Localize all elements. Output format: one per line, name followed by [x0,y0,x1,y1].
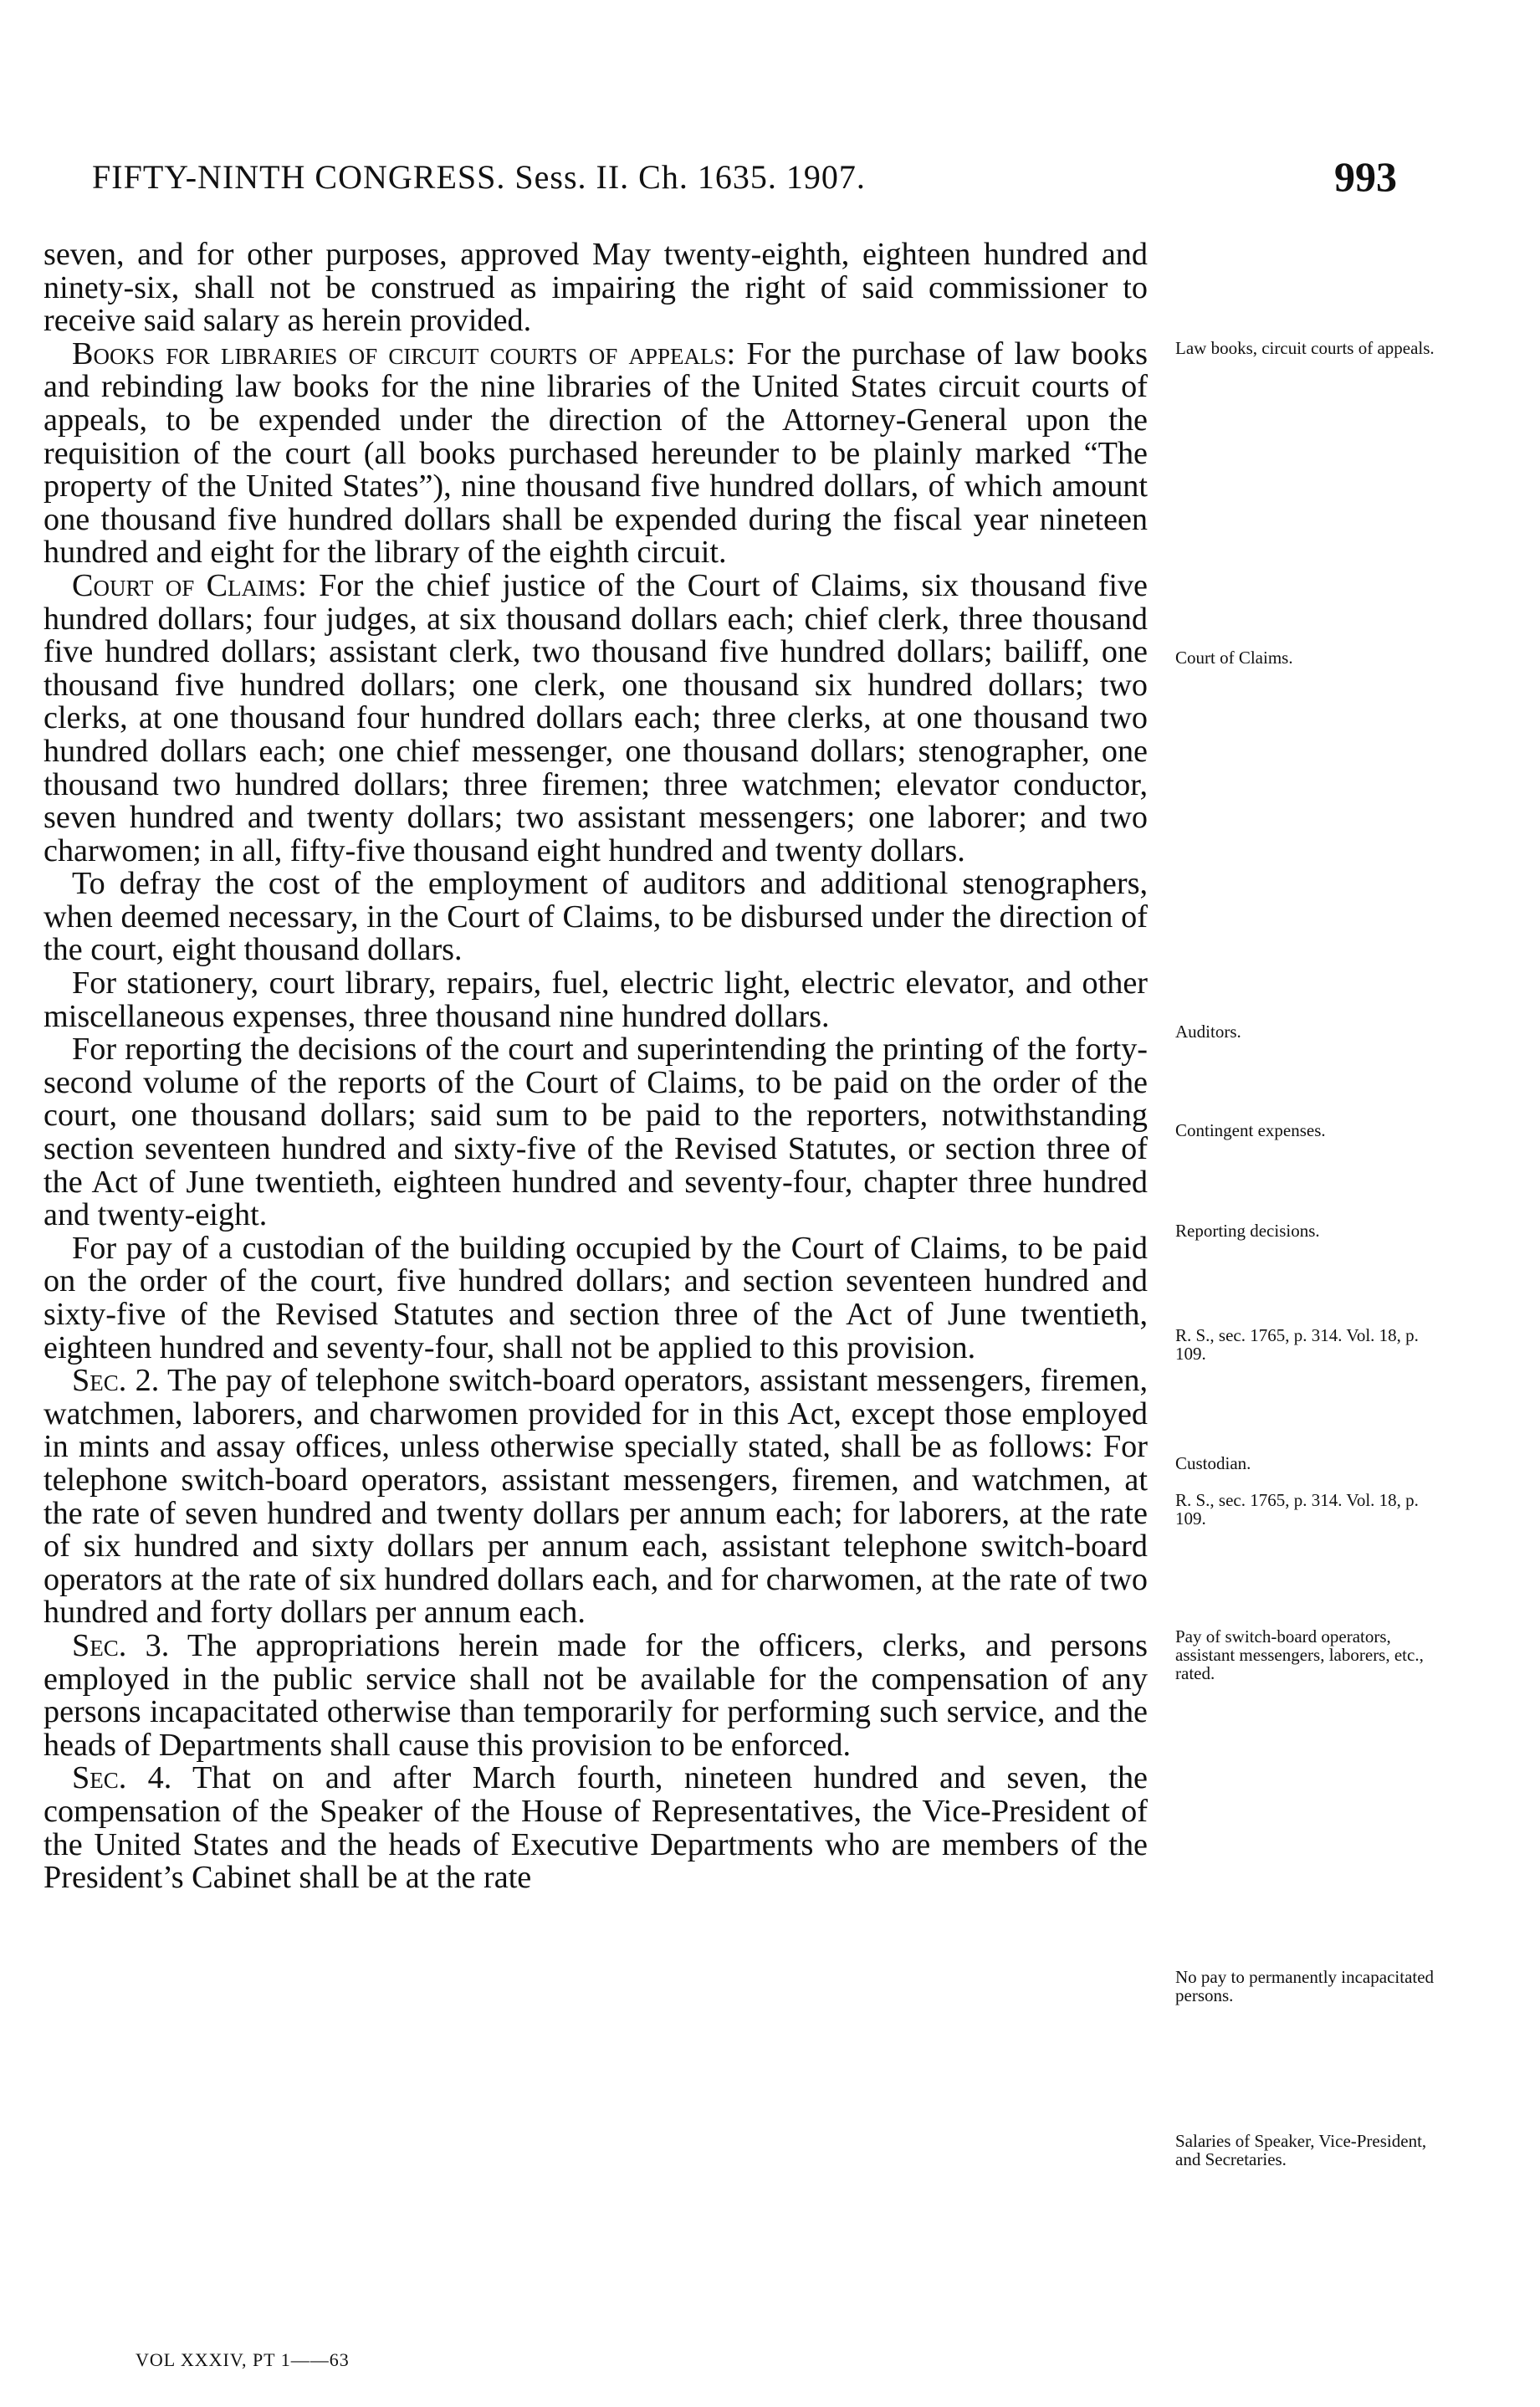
body-text [43,238,1148,1895]
section-heading: Books for libraries of circuit courts of appeals: [72,335,736,371]
running-head: FIFTY-NINTH CONGRESS. Sess. II. Ch. 1635. 1907. [92,158,866,196]
margin-note: Pay of switch-board operators, assistant messengers, laborers, etc., rated. [1175,1626,1424,1683]
paragraph-text: 4. That on and after March fourth, nineteen hundred and seven, the compensation of the Speaker of the House of Representatives, the Vice-President of the United States and the heads of Executive Departments who are members of the President’s Cabinet shall be at the rate [43,1760,1148,1896]
section-label: Sec. [72,1627,127,1663]
paragraph [43,967,1148,1033]
paragraph-text: To defray the cost of the employment of auditors and additional stenographers, when deemed necessary, in the Court of Claims, to be disbursed under the direction of the court, eight thousand dollars. [43,866,1148,968]
paragraph-text: For the purchase of law books and rebinding law books for the nine libraries of the United States circuit courts of appeals, to be expended under the direction of the Attorney-General upon the requisition of the court (all books purchased hereunder to be plainly marked “The property of the United States”), nine thousand five hundred dollars, of which amount one thousand five hundred dollars shall be expended during the fiscal year nineteen hundred and eight for the library of the eighth circuit. [43,335,1148,571]
margin-note: Court of Claims. [1175,648,1293,668]
paragraph-text: 2. The pay of telephone switch-board operators, assistant messengers, firemen, watchmen, laborers, and charwomen provided for in this Act, except those employed in mints and assay offices, unless otherwise specially stated, shall be as follows: For telephone switch-board operators, assistant messengers, firemen, and watchmen, at the rate of seven hundred and twenty dollars per annum each; for laborers, at the rate of six hundred and sixty dollars per annum each, assistant telephone switch-board operators at the rate of six hundred dollars each, and for charwomen, at the rate of two hundred and forty dollars per annum each. [43,1363,1148,1631]
section-heading: Court of Claims: [72,567,307,603]
page-header [92,153,1397,207]
margin-note: Contingent expenses. [1175,1120,1326,1140]
paragraph-text: For the chief justice of the Court of Claims, six thousand five hundred dollars; four judges, at six thousand dollars each; chief clerk, three thousand five hundred dollars; assistant clerk, two thousand five hundred dollars; bailiff, one thousand five hundred dollars; one clerk, one thousand six hundred dollars; two clerks, at one thousand four hundred dollars each; three clerks, at one thousand two hundred dollars each; one chief messenger, one thousand dollars; stenographer, one thousand two hundred dollars; three firemen; three watchmen; elevator conductor, seven hundred and twenty dollars; two assistant messengers; one laborer; and two charwomen; in all, fifty-five thousand eight hundred and twenty dollars. [43,567,1149,868]
margin-note: Reporting decisions. [1175,1221,1320,1241]
paragraph [43,1033,1148,1232]
paragraph-text: For reporting the decisions of the court and superintending the printing of the forty-second volume of the reports of the Court of Claims, to be paid on the order of the court, one thousand dollars; said sum to be paid to the reporters, notwithstanding section seventeen hundred and sixty-five of the Revised Statutes, or section three of the Act of June twentieth, eighteen hundred and seventy-four, chapter three hundred and twenty-eight. [43,1032,1148,1233]
paragraph-text: 3. The appropriations herein made for the officers, clerks, and persons employed in the public service shall not be available for the compensation of any persons incapacitated otherwise than temporarily for performing such service, and the heads of Departments shall cause this provision to be enforced. [43,1627,1148,1763]
page-number: 993 [1334,153,1397,200]
paragraph-text: For pay of a custodian of the building occupied by the Court of Claims, to be paid on the order of the court, five hundred dollars; and section seventeen hundred and sixty-five of the Revised Statutes and section three of the Act of June twentieth, eighteen hundred and seventy-four, shall not be applied to this provision. [43,1230,1148,1365]
margin-note: Salaries of Speaker, Vice-President, and Secretaries. [1175,2131,1427,2169]
paragraph [43,868,1148,967]
paragraph-text: seven, and for other purposes, approved May twenty-eighth, eighteen hundred and ninety-six, shall not be construed as impairing the right of said commissioner to receive said salary as herein provided. [43,237,1148,339]
section-label: Sec. [72,1760,127,1796]
margin-note: Custodian. [1175,1453,1251,1473]
paragraph [43,1365,1148,1630]
margin-note: Auditors. [1175,1022,1241,1042]
paragraph [43,567,1149,868]
paragraph-text: For stationery, court library, repairs, fuel, electric light, electric elevator, and other miscellaneous expenses, three thousand nine hundred dollars. [43,965,1148,1034]
signature-mark: VOL XXXIV, PT 1——63 [136,2349,350,2370]
paragraph [43,1232,1148,1365]
margin-note: Law books, circuit courts of appeals. [1175,338,1435,358]
margin-note: No pay to permanently incapacitated persons. [1175,1967,1435,2005]
paragraph [43,238,1148,338]
margin-note: R. S., sec. 1765, p. 314. Vol. 18, p. 109. [1175,1325,1419,1364]
paragraph [43,1627,1148,1763]
paragraph [43,1762,1148,1894]
margin-note: R. S., sec. 1765, p. 314. Vol. 18, p. 109. [1175,1490,1419,1529]
section-label: Sec. [72,1363,127,1399]
paragraph [43,335,1148,571]
